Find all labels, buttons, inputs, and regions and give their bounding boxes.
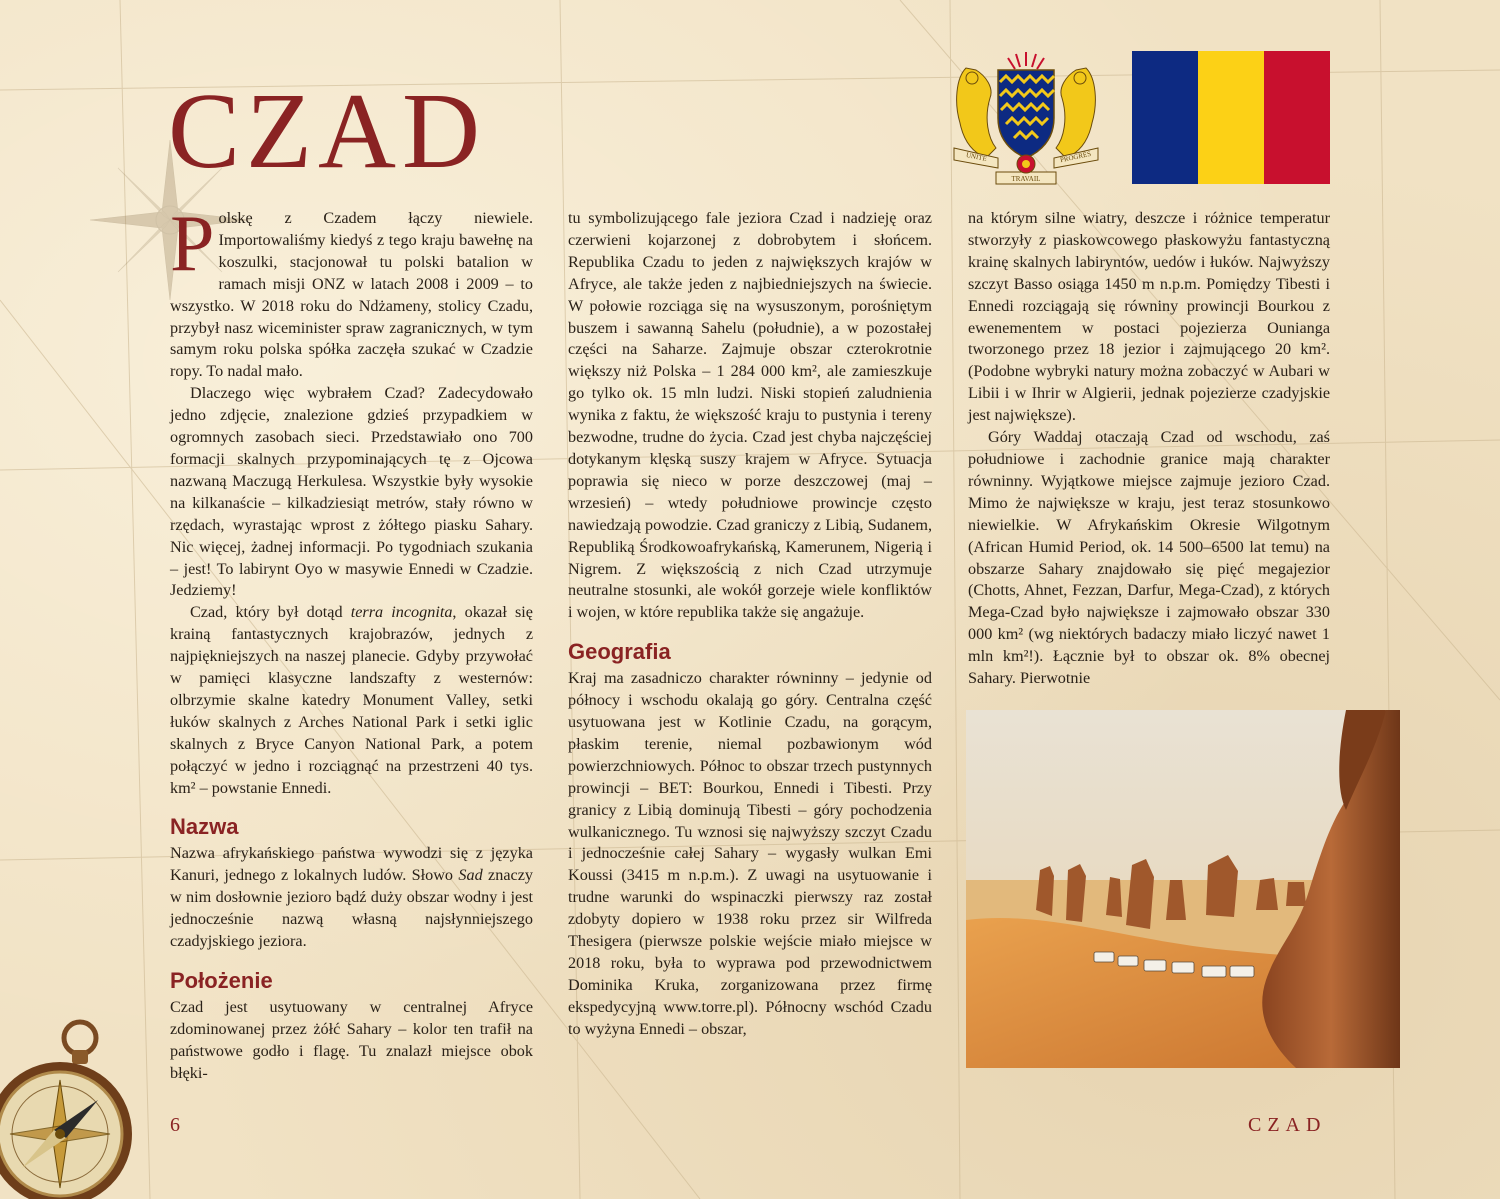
page-number: 6 (170, 1114, 180, 1136)
nazwa-end: znaczy w nim dosłownie jezioro bądź duży obszar wodny i jest jednocześnie nazwą własną najsłynniejszego czadyjskiego jeziora. (170, 866, 533, 951)
drop-cap: P (170, 200, 215, 288)
nazwa-paragraph (170, 843, 533, 953)
column2-paragraph-1: tu symbolizującego fale jeziora Czad i nadzieję oraz czerwieni kojarzonej z dobrobytem i słońcem. Republika Czadu to jeden z największych krajów w Afryce, ale także jeden z najbiedniejszych na świecie. W połowie rozciąga się na wysuszonym, porośniętym buszem i sawanną Sahelu (południe), a w pozostałej części na Saharze. Zajmuje obszar czterokrotnie większy niż Polska – 1 284 000 km², ale zamieszkuje go tylko ok. 15 mln ludzi. Niski stopień zaludnienia wynika z faktu, że większość kraju to pustynia i tereny bezwodne, trudne do życia. Czad jest chyba najczęściej dotykanym klęską suszy krajem w Afryce. Sytuacja poprawia się nieco w porze deszczowej (maj – wrzesień) – wtedy południowe prowincje często nawiedzają powodzie. Czad graniczy z Libią, Sudanem, Republiką Środkowoafrykańską, Kamerunem, Nigerią i Nigrem. Z większością z nich Czad utrzymuje neutralne stosunki, ale wokół gorzeje wiele konfliktów i wojen, w które republika także się angażuje. (568, 209, 932, 622)
nazwa-start: Nazwa afrykańskiego państwa wywodzi się z języka Kanuri, jednego z lokalnych ludów. Słowo (170, 844, 533, 885)
running-title: CZAD (1248, 1114, 1327, 1136)
pocket-compass-icon (0, 1010, 140, 1199)
column3-paragraph-2: Góry Waddaj otaczają Czad od wschodu, zaś południowe i zachodnie granice mają charakter równinny. Wyjątkowe miejsce zajmuje jezioro Czad. Mimo że największe w kraju, jest teraz stosunkowo niewielkie. W Afrykańskim Okresie Wilgotnym (African Humid Period, ok. 14 500–6500 lat temu) na obszarze Sahary znajdowało się pięć megajezior (Chotts, Ahnet, Fezzan, Darfur, Mega-Czad), z których Mega-Czad było największe i zajmowało obszar 330 000 km² (wg niektórych badaczy miało liczyć nawet 1 mln km²!). Łącznie był to obszar ok. 8% obecnej Sahary. Pierwotnie (968, 428, 1330, 688)
text-column-1 (170, 200, 533, 1085)
heading-polozenie: Położenie (170, 968, 273, 993)
text-column-3 (968, 208, 1330, 690)
paragraph-3-start: Czad, który był dotąd (190, 603, 351, 622)
geografia-paragraph: Kraj ma zasadniczo charakter równinny – jedynie od północy i wschodu okalają go góry. Centralna część usytuowana jest w Kotlinie Czadu, na gorącym, płaskim terenie, niemal pozbawionym wód powierzchniowych. Północ to obszar trzech pustynnych prowincji – BET: Bourkou, Ennedi i Tibesti. Przy granicy z Libią dominują Tibesti – góry pochodzenia wulkanicznego. Tu wznosi się najwyższy szczyt Czadu i jednocześnie całej Sahary – wygasły wulkan Emi Koussi (3415 m n.p.m.). Z uwagi na usytuowanie i trudne warunki do wspinaczki pierwszy raz został zdobyty dopiero w 1938 roku przez sir Wilfreda Thesigera (pierwsze polskie wejście miało miejsce w 2018 roku, była to wyprawa pod przewodnictwem Dominika Kruka, zorganizowana przez firmę ekspedycyjną www.torre.pl). Północny wschód Czadu to wyżyna Ennedi – obszar, (568, 669, 932, 1038)
ennedi-desert-rock-formations-photo (966, 710, 1400, 1068)
intro-paragraph (170, 200, 533, 383)
heading-nazwa: Nazwa (170, 814, 239, 840)
paragraph-3 (170, 602, 533, 799)
text-column-2 (568, 208, 932, 1041)
column3-paragraph-1: na którym silne wiatry, deszcze i różnice temperatur stworzyły z piaskowcowego płaskowyżu fantastyczną krainę skalnych labiryntów, uedów i łuków. Najwyższy szczyt Basso osiąga 1450 m n.p.m. Pomiędzy Tibesti i Ennedi rozciągają się równiny prowincji Bourkou z ewenementem w postaci pojezierza Ounianga tworzonego przez 18 jezior i zajmującego 20 km². (Podobne wybryki natury można zobaczyć w Aubari w Libii i w Ihrir w Algierii, jednak pojezierze czadyjskie jest największe). (968, 209, 1330, 425)
flag-stripe-yellow (1198, 51, 1264, 184)
nazwa-italic: Sad (458, 866, 483, 885)
chad-flag-icon (1132, 51, 1330, 184)
paragraph-3-italic: terra incognita (350, 603, 453, 622)
heading-geografia: Geografia (568, 639, 671, 665)
emblem-motto-left: UNITÉ (965, 150, 988, 164)
paragraph-3-end: , okazał się krainą fantastycznych krajobrazów, jednych z najpiękniejszych na naszej planecie. Gdyby przywołać w pamięci klasyczne landszafty z westernów: olbrzymie skalne katedry Monument Valley, setki łuków skalnych z Arches National Park i setki iglic skalnych z Bryce Canyon National Park, a potem połączyć w jedno i rozciągnąć na przestrzeni 40 tys. km² – powstanie Ennedi. (170, 603, 533, 797)
chad-coat-of-arms-icon (946, 48, 1106, 188)
page-title: CZAD (168, 72, 486, 191)
polozenie-paragraph: Czad jest usytuowany w centralnej Afryce zdominowanej przez żółć Sahary – kolor ten trafił na państwowe godło i flagę. Tu znalazł miejsce obok błęki- (170, 998, 533, 1082)
paragraph-2: Dlaczego więc wybrałem Czad? Zadecydowało jedno zdjęcie, znalezione gdzieś przypadkiem w ogromnych zasobach sieci. Przedstawiało ono 700 formacji skalnych przypominających tę z Ojcowa nazwaną Maczugą Herkulesa. Wszystkie były wysokie na kilkanaście – kilkadziesiąt metrów, stały równo w rzędach, wyrastając wprost z żółtego piasku Sahary. Nic więcej, żadnej informacji. Po tygodniach szukania – jest! To labirynt Oyo w masywie Ennedi w Czadzie. Jedziemy! (170, 384, 533, 600)
emblem-motto-bottom: TRAVAIL (1011, 175, 1041, 183)
flag-stripe-blue (1132, 51, 1198, 184)
flag-stripe-red (1264, 51, 1330, 184)
intro-text: olskę z Czadem łączy niewiele. Importowaliśmy kiedyś z tego kraju bawełnę na koszulki, stacjonował tu polski batalion w ramach misji ONZ w latach 2008 i 2009 – to wszystko. W 2018 roku do Ndżameny, stolicy Czadu, przybył nasz wiceminister spraw zagranicznych, w tym samym roku polska spółka zaczęła szukać w Czadzie ropy. To nadal mało. (170, 209, 533, 381)
emblem-motto-right: PROGRÈS (1059, 149, 1092, 165)
